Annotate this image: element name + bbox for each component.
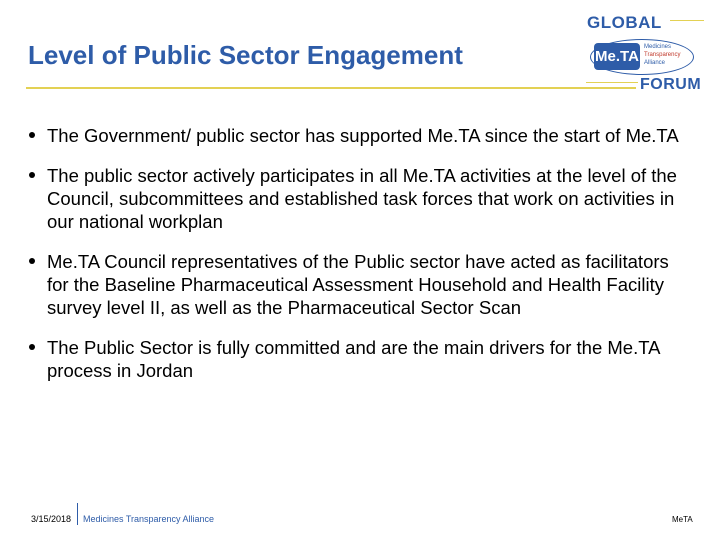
bullet-dot-icon [29,172,35,178]
meta-forum-logo [580,6,705,94]
logo-accent-line-top [670,20,704,21]
logo-accent-line-bottom [586,82,638,83]
logo-subtitle [644,43,692,67]
bullet-text: The Government/ public sector has supported Me.TA since the start of Me.TA [47,125,679,146]
logo-forum-text: FORUM [640,76,702,93]
bullet-dot-icon [29,258,35,264]
bullet-item [28,124,693,147]
logo-sub-line-1: Medicines [644,44,672,50]
slide-title: Level of Public Sector Engagement [28,40,463,70]
bullet-dot-icon [29,344,35,350]
footer-page-label: MeTA [672,515,693,524]
footer-divider [77,503,78,525]
bullet-text: The public sector actively participates in all Me.TA activities at the level of the Council, subcommittees and established task forces that work on activities in our national workplan [47,165,677,232]
bullet-item [28,336,693,382]
bullet-dot-icon [29,132,35,138]
logo-global-text: GLOBAL [587,13,662,32]
bullet-text: The Public Sector is fully committed and are the main drivers for the Me.TA process in Jordan [47,337,660,381]
logo-sub-line-2: Transparency [644,52,681,58]
logo-sub-line-3: Alliance [644,60,666,66]
bullet-text: Me.TA Council representatives of the Public sector have acted as facilitators for the Baseline Pharmaceutical Assessment Household and Health Facility survey level II, as well as the Pharmaceutical Sector Scan [47,251,669,318]
bullet-item [28,250,693,319]
title-divider [26,87,636,89]
footer-date: 3/15/2018 [31,514,72,524]
bullet-list [28,124,693,399]
logo-meta-mark: Me.TA [594,43,640,70]
bullet-item [28,164,693,233]
footer-organization: Medicines Transparency Alliance [83,514,215,524]
